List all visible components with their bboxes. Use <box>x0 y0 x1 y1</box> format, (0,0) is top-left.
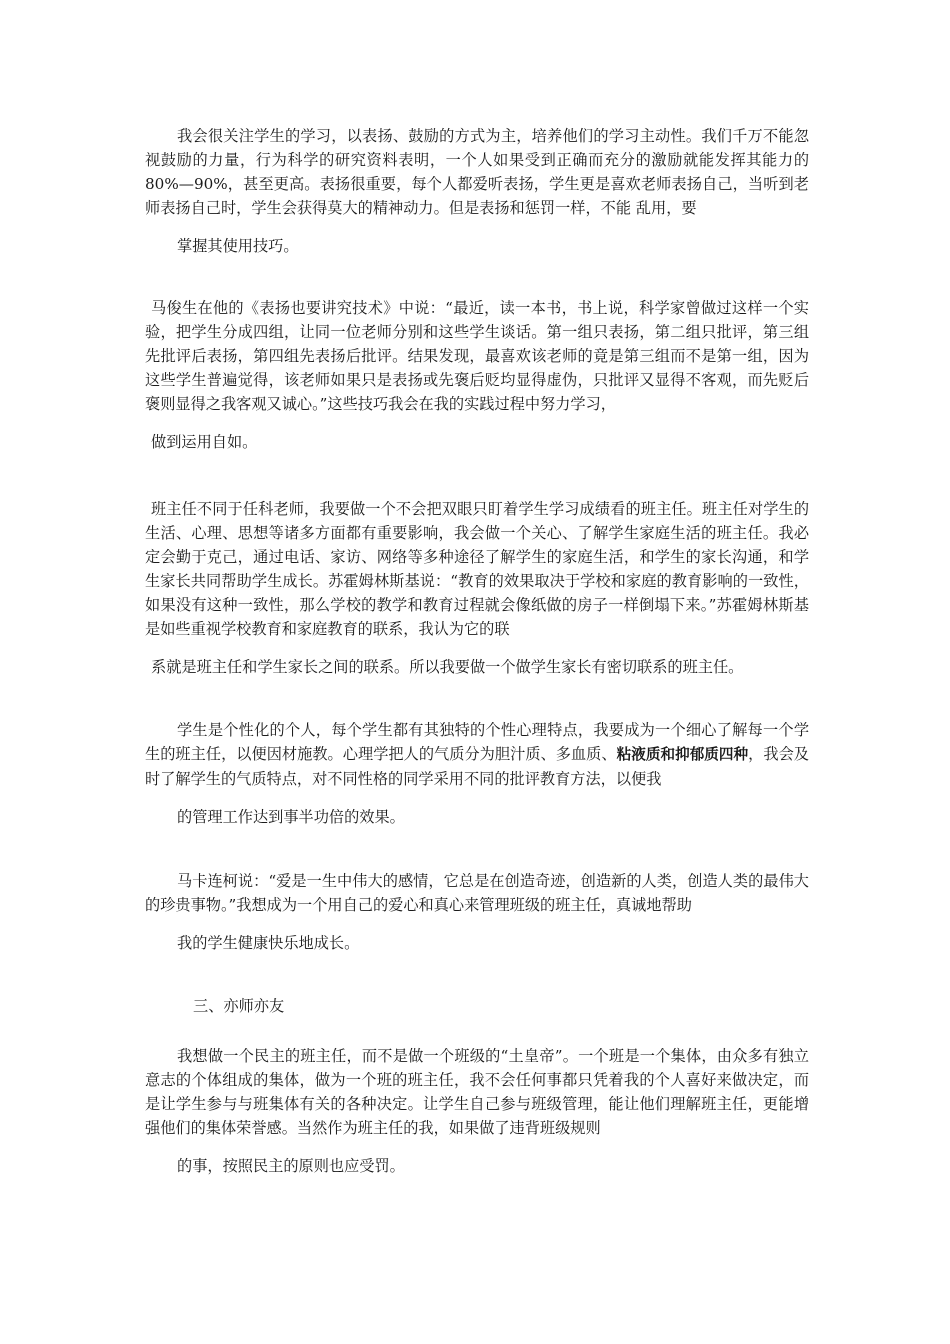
paragraph-text-continued: ，我会及时了解学生的气质特点，对不同性格的同学采用不同的批评教育方法，以便我 <box>145 745 809 788</box>
paragraph-tail: 掌握其使用技巧。 <box>177 237 299 255</box>
paragraph-tail: 系就是班主任和学生家长之间的联系。所以我要做一个做学生家长有密切联系的班主任。 <box>151 658 744 676</box>
paragraph-tail: 做到运用自如。 <box>151 433 258 451</box>
paragraph-text: 我会很关注学生的学习，以表扬、鼓励的方式为主，培养他们的学习主动性。我们千万不能忽视鼓励的力量，行为科学的研究资料表明，一个人如果受到正确而充分的激励就能发挥其能力的80%—90%，甚至更高。表扬很重要，每个人都爱听表扬，学生更是喜欢老师表扬自己，当听到老师表扬自己时，学生会获得莫大的精神动力。但是表扬和惩罚一样，不能 乱用，要 <box>145 127 809 217</box>
section-heading: 三、亦师亦友 <box>193 997 285 1015</box>
paragraph-text: 学生是个性化的个人，每个学生都有其独特的个性心理特点，我要成为一个细心了解每一个学生的班主任，以便因材施教。心理学把人的气质分为胆汁质、多血质、 <box>145 721 809 763</box>
paragraph-tail: 的管理工作达到事半功倍的效果。 <box>177 808 405 826</box>
paragraph-praise-technique <box>145 296 809 454</box>
paragraph-text: 马俊生在他的《表扬也要讲究技术》中说：“最近，读一本书，书上说，科学家曾做过这样一个实验，把学生分成四组，让同一位老师分别和这些学生谈话。第一组只表扬，第二组只批评，第三组先批评后表扬，第四组先表扬后批评。结果发现，最喜欢该老师的竟是第三组而不是第一组，因为这些学生普遍觉得，该老师如果只是表扬或先褒后贬均显得虚伪，只批评又显得不客观，而先贬后褒则显得之我客观又诚心。”这些技巧我会在我的实践过程中努力学习， <box>145 299 809 413</box>
paragraph-text: 马卡连柯说：“爱是一生中伟大的感情，它总是在创造奇迹，创造新的人类，创造人类的最伟大的珍贵事物。”我想成为一个用自己的爱心和真心来管理班级的班主任，真诚地帮助 <box>145 872 809 914</box>
paragraph-family-contact <box>145 497 809 679</box>
paragraph-makarenko-quote <box>145 869 809 955</box>
paragraph-individuality <box>145 718 809 829</box>
paragraph-democratic-teacher <box>145 1044 809 1178</box>
paragraph-text: 我想做一个民主的班主任，而不是做一个班级的“土皇帝”。一个班是一个集体，由众多有独立意志的个体组成的集体，做为一个班的班主任，我不会任何事都只凭着我的个人喜好来做决定，而是让学生参与与班集体有关的各种决定。让学生自己参与班级管理，能让他们理解班主任，更能增强他们的集体荣誉感。当然作为班主任的我，如果做了违背班级规则 <box>145 1047 809 1137</box>
paragraph-tail: 的事，按照民主的原则也应受罚。 <box>177 1157 405 1175</box>
paragraph-tail: 我的学生健康快乐地成长。 <box>177 934 360 952</box>
paragraph-praise-encouragement <box>145 124 809 258</box>
bold-text: 粘液质和抑郁质四种 <box>616 746 749 763</box>
paragraph-text: 班主任不同于任科老师，我要做一个不会把双眼只盯着学生学习成绩看的班主任。班主任对学生的生活、心理、思想等诸多方面都有重要影响，我会做一个关心、了解学生家庭生活的班主任。我必定会勤于克己，通过电话、家访、网络等多种途径了解学生的家庭生活，和学生的家长沟通，和学生家长共同帮助学生成长。苏霍姆林斯基说：“教育的效果取决于学校和家庭的教育影响的一致性，如果没有这种一致性，那么学校的教学和教育过程就会像纸做的房子一样倒塌下来。”苏霍姆林斯基是如些重视学校教育和家庭教育的联系，我认为它的联 <box>145 500 809 638</box>
